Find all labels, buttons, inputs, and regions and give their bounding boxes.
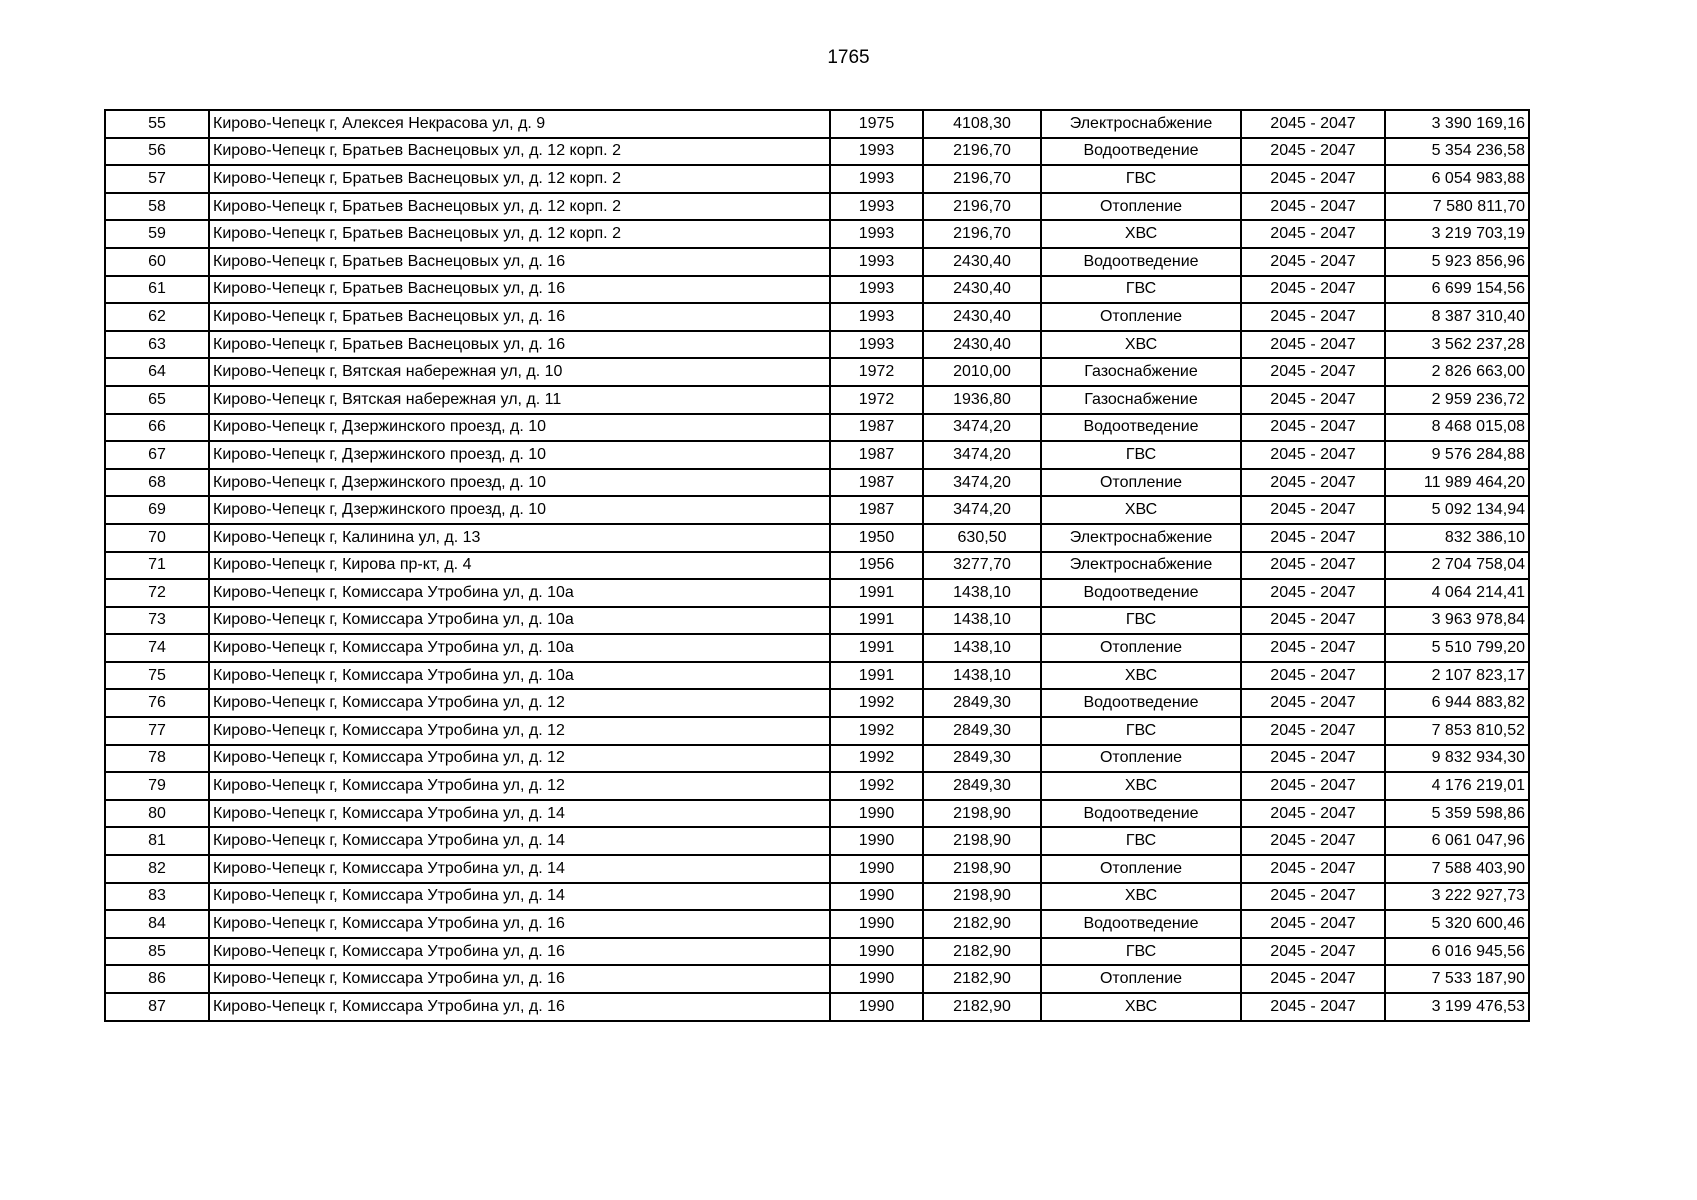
row-number-cell: 87 <box>105 993 209 1021</box>
area-cell: 3474,20 <box>923 414 1041 442</box>
build-year-cell: 1991 <box>830 634 923 662</box>
address-cell: Кирово-Чепецк г, Братьев Васнецовых ул, д. 12 корп. 2 <box>209 165 830 193</box>
address-cell: Кирово-Чепецк г, Комиссара Утробина ул, д. 10а <box>209 579 830 607</box>
area-cell: 1438,10 <box>923 579 1041 607</box>
period-cell: 2045 - 2047 <box>1241 965 1385 993</box>
work-type-cell: ХВС <box>1041 496 1241 524</box>
area-cell: 2182,90 <box>923 993 1041 1021</box>
cost-cell: 3 963 978,84 <box>1385 607 1529 635</box>
period-cell: 2045 - 2047 <box>1241 910 1385 938</box>
table-row <box>105 220 1529 248</box>
period-cell: 2045 - 2047 <box>1241 717 1385 745</box>
cost-cell: 7 580 811,70 <box>1385 193 1529 221</box>
area-cell: 2196,70 <box>923 220 1041 248</box>
period-cell: 2045 - 2047 <box>1241 993 1385 1021</box>
address-cell: Кирово-Чепецк г, Братьев Васнецовых ул, д. 16 <box>209 248 830 276</box>
build-year-cell: 1991 <box>830 607 923 635</box>
table-row <box>105 717 1529 745</box>
area-cell: 1438,10 <box>923 634 1041 662</box>
table-row <box>105 248 1529 276</box>
build-year-cell: 1993 <box>830 303 923 331</box>
work-type-cell: Отопление <box>1041 634 1241 662</box>
table-row <box>105 110 1529 138</box>
address-cell: Кирово-Чепецк г, Кирова пр-кт, д. 4 <box>209 552 830 580</box>
address-cell: Кирово-Чепецк г, Братьев Васнецовых ул, д. 12 корп. 2 <box>209 138 830 166</box>
build-year-cell: 1993 <box>830 276 923 304</box>
period-cell: 2045 - 2047 <box>1241 441 1385 469</box>
table-row <box>105 662 1529 690</box>
period-cell: 2045 - 2047 <box>1241 772 1385 800</box>
table-body <box>105 110 1529 1021</box>
address-cell: Кирово-Чепецк г, Дзержинского проезд, д. 10 <box>209 414 830 442</box>
period-cell: 2045 - 2047 <box>1241 855 1385 883</box>
table-row <box>105 524 1529 552</box>
table-row <box>105 883 1529 911</box>
table-row <box>105 496 1529 524</box>
work-type-cell: Отопление <box>1041 965 1241 993</box>
area-cell: 2430,40 <box>923 248 1041 276</box>
table-row <box>105 331 1529 359</box>
address-cell: Кирово-Чепецк г, Братьев Васнецовых ул, д. 16 <box>209 331 830 359</box>
build-year-cell: 1993 <box>830 193 923 221</box>
address-cell: Кирово-Чепецк г, Комиссара Утробина ул, д. 12 <box>209 772 830 800</box>
page-number: 1765 <box>827 47 870 68</box>
address-cell: Кирово-Чепецк г, Комиссара Утробина ул, д. 12 <box>209 717 830 745</box>
address-cell: Кирово-Чепецк г, Комиссара Утробина ул, д. 10а <box>209 607 830 635</box>
table-row <box>105 800 1529 828</box>
work-type-cell: Водоотведение <box>1041 910 1241 938</box>
work-type-cell: ХВС <box>1041 883 1241 911</box>
work-type-cell: ХВС <box>1041 220 1241 248</box>
table-row <box>105 993 1529 1021</box>
area-cell: 2849,30 <box>923 745 1041 773</box>
address-cell: Кирово-Чепецк г, Комиссара Утробина ул, д. 14 <box>209 827 830 855</box>
repair-schedule-table <box>104 109 1530 1022</box>
area-cell: 2196,70 <box>923 138 1041 166</box>
table-row <box>105 165 1529 193</box>
work-type-cell: Электроснабжение <box>1041 524 1241 552</box>
build-year-cell: 1992 <box>830 772 923 800</box>
period-cell: 2045 - 2047 <box>1241 745 1385 773</box>
build-year-cell: 1956 <box>830 552 923 580</box>
address-cell: Кирово-Чепецк г, Вятская набережная ул, д. 11 <box>209 386 830 414</box>
build-year-cell: 1987 <box>830 469 923 497</box>
period-cell: 2045 - 2047 <box>1241 138 1385 166</box>
build-year-cell: 1992 <box>830 745 923 773</box>
cost-cell: 5 354 236,58 <box>1385 138 1529 166</box>
period-cell: 2045 - 2047 <box>1241 303 1385 331</box>
build-year-cell: 1990 <box>830 855 923 883</box>
work-type-cell: ГВС <box>1041 441 1241 469</box>
area-cell: 2849,30 <box>923 717 1041 745</box>
area-cell: 2196,70 <box>923 165 1041 193</box>
cost-cell: 3 199 476,53 <box>1385 993 1529 1021</box>
period-cell: 2045 - 2047 <box>1241 800 1385 828</box>
build-year-cell: 1992 <box>830 717 923 745</box>
work-type-cell: Электроснабжение <box>1041 552 1241 580</box>
address-cell: Кирово-Чепецк г, Комиссара Утробина ул, д. 14 <box>209 800 830 828</box>
area-cell: 2198,90 <box>923 800 1041 828</box>
row-number-cell: 73 <box>105 607 209 635</box>
area-cell: 630,50 <box>923 524 1041 552</box>
cost-cell: 6 054 983,88 <box>1385 165 1529 193</box>
table-row <box>105 441 1529 469</box>
build-year-cell: 1991 <box>830 662 923 690</box>
table-row <box>105 414 1529 442</box>
row-number-cell: 61 <box>105 276 209 304</box>
period-cell: 2045 - 2047 <box>1241 883 1385 911</box>
work-type-cell: Водоотведение <box>1041 414 1241 442</box>
cost-cell: 5 320 600,46 <box>1385 910 1529 938</box>
table-row <box>105 938 1529 966</box>
table-row <box>105 552 1529 580</box>
area-cell: 3474,20 <box>923 469 1041 497</box>
work-type-cell: Электроснабжение <box>1041 110 1241 138</box>
row-number-cell: 63 <box>105 331 209 359</box>
table-row <box>105 303 1529 331</box>
cost-cell: 5 359 598,86 <box>1385 800 1529 828</box>
row-number-cell: 82 <box>105 855 209 883</box>
work-type-cell: Отопление <box>1041 745 1241 773</box>
row-number-cell: 85 <box>105 938 209 966</box>
address-cell: Кирово-Чепецк г, Комиссара Утробина ул, д. 10а <box>209 662 830 690</box>
area-cell: 3277,70 <box>923 552 1041 580</box>
area-cell: 2849,30 <box>923 772 1041 800</box>
table-row <box>105 276 1529 304</box>
cost-cell: 832 386,10 <box>1385 524 1529 552</box>
work-type-cell: Отопление <box>1041 855 1241 883</box>
row-number-cell: 83 <box>105 883 209 911</box>
cost-cell: 3 390 169,16 <box>1385 110 1529 138</box>
row-number-cell: 64 <box>105 358 209 386</box>
area-cell: 2196,70 <box>923 193 1041 221</box>
period-cell: 2045 - 2047 <box>1241 110 1385 138</box>
work-type-cell: Водоотведение <box>1041 800 1241 828</box>
cost-cell: 2 107 823,17 <box>1385 662 1529 690</box>
work-type-cell: Отопление <box>1041 193 1241 221</box>
cost-cell: 9 576 284,88 <box>1385 441 1529 469</box>
area-cell: 1438,10 <box>923 662 1041 690</box>
row-number-cell: 65 <box>105 386 209 414</box>
area-cell: 2182,90 <box>923 910 1041 938</box>
work-type-cell: ХВС <box>1041 993 1241 1021</box>
cost-cell: 9 832 934,30 <box>1385 745 1529 773</box>
period-cell: 2045 - 2047 <box>1241 552 1385 580</box>
cost-cell: 2 826 663,00 <box>1385 358 1529 386</box>
period-cell: 2045 - 2047 <box>1241 358 1385 386</box>
build-year-cell: 1990 <box>830 910 923 938</box>
cost-cell: 2 959 236,72 <box>1385 386 1529 414</box>
period-cell: 2045 - 2047 <box>1241 248 1385 276</box>
work-type-cell: Газоснабжение <box>1041 358 1241 386</box>
period-cell: 2045 - 2047 <box>1241 276 1385 304</box>
period-cell: 2045 - 2047 <box>1241 331 1385 359</box>
cost-cell: 6 944 883,82 <box>1385 689 1529 717</box>
cost-cell: 7 588 403,90 <box>1385 855 1529 883</box>
row-number-cell: 55 <box>105 110 209 138</box>
build-year-cell: 1993 <box>830 331 923 359</box>
area-cell: 1438,10 <box>923 607 1041 635</box>
work-type-cell: Газоснабжение <box>1041 386 1241 414</box>
build-year-cell: 1950 <box>830 524 923 552</box>
period-cell: 2045 - 2047 <box>1241 220 1385 248</box>
address-cell: Кирово-Чепецк г, Дзержинского проезд, д. 10 <box>209 441 830 469</box>
cost-cell: 6 061 047,96 <box>1385 827 1529 855</box>
area-cell: 2849,30 <box>923 689 1041 717</box>
period-cell: 2045 - 2047 <box>1241 662 1385 690</box>
build-year-cell: 1987 <box>830 441 923 469</box>
cost-cell: 5 510 799,20 <box>1385 634 1529 662</box>
area-cell: 2198,90 <box>923 827 1041 855</box>
table-row <box>105 772 1529 800</box>
build-year-cell: 1993 <box>830 138 923 166</box>
work-type-cell: Водоотведение <box>1041 579 1241 607</box>
cost-cell: 6 699 154,56 <box>1385 276 1529 304</box>
address-cell: Кирово-Чепецк г, Комиссара Утробина ул, д. 12 <box>209 745 830 773</box>
address-cell: Кирово-Чепецк г, Братьев Васнецовых ул, д. 12 корп. 2 <box>209 220 830 248</box>
address-cell: Кирово-Чепецк г, Братьев Васнецовых ул, д. 16 <box>209 303 830 331</box>
area-cell: 3474,20 <box>923 441 1041 469</box>
table-row <box>105 910 1529 938</box>
build-year-cell: 1990 <box>830 827 923 855</box>
row-number-cell: 70 <box>105 524 209 552</box>
table-row <box>105 965 1529 993</box>
period-cell: 2045 - 2047 <box>1241 634 1385 662</box>
build-year-cell: 1990 <box>830 883 923 911</box>
table-row <box>105 855 1529 883</box>
work-type-cell: ГВС <box>1041 938 1241 966</box>
row-number-cell: 57 <box>105 165 209 193</box>
build-year-cell: 1975 <box>830 110 923 138</box>
period-cell: 2045 - 2047 <box>1241 524 1385 552</box>
address-cell: Кирово-Чепецк г, Комиссара Утробина ул, д. 14 <box>209 883 830 911</box>
period-cell: 2045 - 2047 <box>1241 689 1385 717</box>
work-type-cell: Водоотведение <box>1041 248 1241 276</box>
build-year-cell: 1990 <box>830 938 923 966</box>
table-row <box>105 579 1529 607</box>
address-cell: Кирово-Чепецк г, Комиссара Утробина ул, д. 12 <box>209 689 830 717</box>
build-year-cell: 1987 <box>830 414 923 442</box>
cost-cell: 2 704 758,04 <box>1385 552 1529 580</box>
area-cell: 4108,30 <box>923 110 1041 138</box>
build-year-cell: 1990 <box>830 800 923 828</box>
table-row <box>105 138 1529 166</box>
period-cell: 2045 - 2047 <box>1241 938 1385 966</box>
cost-cell: 8 387 310,40 <box>1385 303 1529 331</box>
area-cell: 2198,90 <box>923 855 1041 883</box>
cost-cell: 3 222 927,73 <box>1385 883 1529 911</box>
area-cell: 2182,90 <box>923 938 1041 966</box>
cost-cell: 6 016 945,56 <box>1385 938 1529 966</box>
period-cell: 2045 - 2047 <box>1241 386 1385 414</box>
area-cell: 2430,40 <box>923 276 1041 304</box>
row-number-cell: 69 <box>105 496 209 524</box>
address-cell: Кирово-Чепецк г, Вятская набережная ул, д. 10 <box>209 358 830 386</box>
table-row <box>105 827 1529 855</box>
row-number-cell: 71 <box>105 552 209 580</box>
period-cell: 2045 - 2047 <box>1241 579 1385 607</box>
row-number-cell: 56 <box>105 138 209 166</box>
cost-cell: 11 989 464,20 <box>1385 469 1529 497</box>
work-type-cell: ГВС <box>1041 827 1241 855</box>
period-cell: 2045 - 2047 <box>1241 193 1385 221</box>
row-number-cell: 86 <box>105 965 209 993</box>
row-number-cell: 77 <box>105 717 209 745</box>
work-type-cell: ХВС <box>1041 662 1241 690</box>
table-row <box>105 634 1529 662</box>
table-row <box>105 745 1529 773</box>
build-year-cell: 1987 <box>830 496 923 524</box>
period-cell: 2045 - 2047 <box>1241 469 1385 497</box>
cost-cell: 4 064 214,41 <box>1385 579 1529 607</box>
work-type-cell: ГВС <box>1041 276 1241 304</box>
row-number-cell: 75 <box>105 662 209 690</box>
build-year-cell: 1993 <box>830 165 923 193</box>
address-cell: Кирово-Чепецк г, Комиссара Утробина ул, д. 16 <box>209 993 830 1021</box>
address-cell: Кирово-Чепецк г, Комиссара Утробина ул, д. 10а <box>209 634 830 662</box>
work-type-cell: ХВС <box>1041 772 1241 800</box>
period-cell: 2045 - 2047 <box>1241 496 1385 524</box>
work-type-cell: ГВС <box>1041 165 1241 193</box>
address-cell: Кирово-Чепецк г, Дзержинского проезд, д. 10 <box>209 496 830 524</box>
cost-cell: 5 092 134,94 <box>1385 496 1529 524</box>
address-cell: Кирово-Чепецк г, Комиссара Утробина ул, д. 16 <box>209 938 830 966</box>
cost-cell: 7 533 187,90 <box>1385 965 1529 993</box>
row-number-cell: 58 <box>105 193 209 221</box>
row-number-cell: 60 <box>105 248 209 276</box>
row-number-cell: 81 <box>105 827 209 855</box>
row-number-cell: 78 <box>105 745 209 773</box>
area-cell: 2198,90 <box>923 883 1041 911</box>
work-type-cell: ГВС <box>1041 607 1241 635</box>
address-cell: Кирово-Чепецк г, Комиссара Утробина ул, д. 16 <box>209 910 830 938</box>
cost-cell: 8 468 015,08 <box>1385 414 1529 442</box>
build-year-cell: 1990 <box>830 965 923 993</box>
work-type-cell: Водоотведение <box>1041 689 1241 717</box>
row-number-cell: 62 <box>105 303 209 331</box>
row-number-cell: 84 <box>105 910 209 938</box>
table-row <box>105 358 1529 386</box>
table-row <box>105 193 1529 221</box>
area-cell: 2182,90 <box>923 965 1041 993</box>
period-cell: 2045 - 2047 <box>1241 607 1385 635</box>
row-number-cell: 80 <box>105 800 209 828</box>
period-cell: 2045 - 2047 <box>1241 827 1385 855</box>
area-cell: 1936,80 <box>923 386 1041 414</box>
build-year-cell: 1991 <box>830 579 923 607</box>
row-number-cell: 66 <box>105 414 209 442</box>
row-number-cell: 72 <box>105 579 209 607</box>
table-row <box>105 386 1529 414</box>
cost-cell: 5 923 856,96 <box>1385 248 1529 276</box>
period-cell: 2045 - 2047 <box>1241 165 1385 193</box>
address-cell: Кирово-Чепецк г, Комиссара Утробина ул, д. 14 <box>209 855 830 883</box>
row-number-cell: 76 <box>105 689 209 717</box>
address-cell: Кирово-Чепецк г, Братьев Васнецовых ул, д. 12 корп. 2 <box>209 193 830 221</box>
build-year-cell: 1992 <box>830 689 923 717</box>
row-number-cell: 59 <box>105 220 209 248</box>
table-row <box>105 469 1529 497</box>
address-cell: Кирово-Чепецк г, Алексея Некрасова ул, д. 9 <box>209 110 830 138</box>
area-cell: 2010,00 <box>923 358 1041 386</box>
row-number-cell: 67 <box>105 441 209 469</box>
table-row <box>105 607 1529 635</box>
build-year-cell: 1972 <box>830 386 923 414</box>
address-cell: Кирово-Чепецк г, Братьев Васнецовых ул, д. 16 <box>209 276 830 304</box>
table-row <box>105 689 1529 717</box>
work-type-cell: Водоотведение <box>1041 138 1241 166</box>
cost-cell: 7 853 810,52 <box>1385 717 1529 745</box>
area-cell: 2430,40 <box>923 303 1041 331</box>
row-number-cell: 68 <box>105 469 209 497</box>
row-number-cell: 79 <box>105 772 209 800</box>
cost-cell: 3 562 237,28 <box>1385 331 1529 359</box>
period-cell: 2045 - 2047 <box>1241 414 1385 442</box>
build-year-cell: 1993 <box>830 248 923 276</box>
address-cell: Кирово-Чепецк г, Калинина ул, д. 13 <box>209 524 830 552</box>
cost-cell: 4 176 219,01 <box>1385 772 1529 800</box>
work-type-cell: ХВС <box>1041 331 1241 359</box>
work-type-cell: ГВС <box>1041 717 1241 745</box>
area-cell: 3474,20 <box>923 496 1041 524</box>
build-year-cell: 1972 <box>830 358 923 386</box>
address-cell: Кирово-Чепецк г, Дзержинского проезд, д. 10 <box>209 469 830 497</box>
build-year-cell: 1993 <box>830 220 923 248</box>
build-year-cell: 1990 <box>830 993 923 1021</box>
area-cell: 2430,40 <box>923 331 1041 359</box>
cost-cell: 3 219 703,19 <box>1385 220 1529 248</box>
work-type-cell: Отопление <box>1041 469 1241 497</box>
work-type-cell: Отопление <box>1041 303 1241 331</box>
row-number-cell: 74 <box>105 634 209 662</box>
address-cell: Кирово-Чепецк г, Комиссара Утробина ул, д. 16 <box>209 965 830 993</box>
